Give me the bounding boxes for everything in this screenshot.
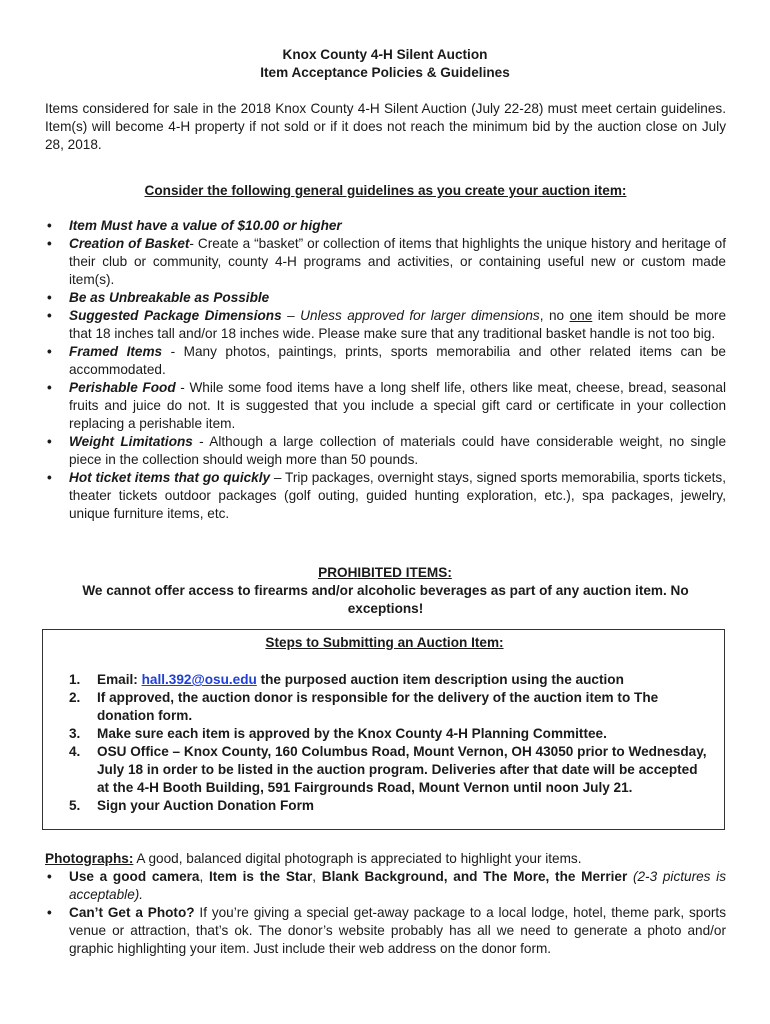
guideline-text: – Trip packages, overnight stays, signed sports memorabilia, sports tickets, theater tickets outdoor packages (golf outing, guided hunting exploration, etc.), spa packages, jewelry, unique furniture items, etc. [69,470,727,521]
list-item: • Can’t Get a Photo? If you’re giving a special get-away package to a local lodge, hotel, theme park, sports venue or attraction, that’s ok. The donor’s website probably has all we need to generate a photo and/or graphic highlighting your item. Just include their web address on the donor form. [45,904,726,958]
guideline-text: , no [539,308,570,323]
photographs-intro: Photographs: A good, balanced digital photograph is appreciated to highlight your items. [45,851,582,866]
step-item [69,725,709,743]
list-item [45,343,726,379]
guideline-title: Perishable Food [69,380,176,395]
guideline-text: - While some food items have a long shelf life, others like meat, cheese, bread, seasonal fruits and juice do not. It is suggested that you include a special gift card or certificate in your collection replacing a perishable item. [69,380,726,431]
step-number: 5. [69,798,81,813]
step-text: OSU Office – Knox County, 160 Columbus Road, Mount Vernon, OH 43050 prior to Wednesday, July 18 in order to be listed in the auction program. Deliveries after that date will be accepted at the 4-H Booth Building, 591 Fairgrounds Road, Mount Vernon until noon July 21. [97,744,707,795]
photographs-label: Photographs: [45,851,134,866]
guideline-title: Framed Items [69,344,163,359]
document-subtitle: Item Acceptance Policies & Guidelines [260,65,510,80]
step-text: the purposed auction item description using the auction [256,672,624,687]
list-item [45,289,726,307]
document-title: Knox County 4-H Silent Auction [282,47,488,62]
step-text: If approved, the auction donor is responsible for the delivery of the auction item to The donation form. [97,690,659,723]
email-link[interactable]: hall.392@osu.edu [141,672,257,687]
guideline-text-italic: – Unless approved for larger dimensions [281,308,540,323]
list-item [45,469,726,523]
step-prefix: Email: [97,672,142,687]
guidelines-list [45,217,726,523]
list-item: • Use a good camera, Item is the Star, Blank Background, and The More, the Merrier (2-3 pictures is acceptable). [45,868,726,904]
photographs-list [45,868,726,958]
step-item [69,743,709,797]
step-number: 1. [69,672,81,687]
guideline-text: item should be more that 18 inches tall and/or 18 inches wide. Please make sure that any traditional basket handle is not too big. [69,308,727,341]
prohibited-text: We cannot offer access to firearms and/or alcoholic beverages as part of any auction item. No exceptions! [82,583,689,616]
guideline-text: - Many photos, paintings, prints, sports memorabilia and other related items can be accommodated. [69,344,726,377]
step-number: 4. [69,744,81,759]
guideline-text: - Although a large collection of materials could have considerable weight, no single piece in the collection should weigh more than 50 pounds. [69,434,726,467]
step-item [69,671,709,689]
step-text: Sign your Auction Donation Form [97,798,314,813]
step-item [69,797,709,815]
list-item [45,235,726,289]
guideline-title: Weight Limitations [69,434,193,449]
list-item [45,433,726,469]
intro-paragraph: Items considered for sale in the 2018 Knox County 4-H Silent Auction (July 22-28) must meet certain guidelines. Item(s) will become 4-H property if not sold or if it does not reach the minimum bid by the auction close on July 28, 2018. [45,101,726,152]
list-item [45,379,726,433]
guideline-title: Suggested Package Dimensions [69,308,282,323]
step-number: 3. [69,726,81,741]
steps-box [42,629,725,830]
guideline-title: Item Must have a value of $10.00 or higher [69,218,342,233]
guideline-title: Be as Unbreakable as Possible [69,290,270,305]
step-item [69,689,709,725]
steps-list [69,671,709,815]
guideline-text-underline: one [569,308,593,323]
guidelines-heading: Consider the following general guidelines as you create your auction item: [144,183,627,198]
guideline-title: Creation of Basket [69,236,190,251]
guideline-title: Hot ticket items that go quickly [69,470,271,485]
prohibited-heading: PROHIBITED ITEMS: [318,565,452,580]
list-item [45,307,726,343]
steps-heading: Steps to Submitting an Auction Item: [265,635,504,650]
step-text: Make sure each item is approved by the Knox County 4-H Planning Committee. [97,726,607,741]
list-item [45,217,726,235]
guideline-text: - Create a “basket” or collection of items that highlights the unique history and heritage of their club or community, county 4-H programs and activities, or containing useful new or custom made item(s). [69,236,726,287]
step-number: 2. [69,690,81,705]
